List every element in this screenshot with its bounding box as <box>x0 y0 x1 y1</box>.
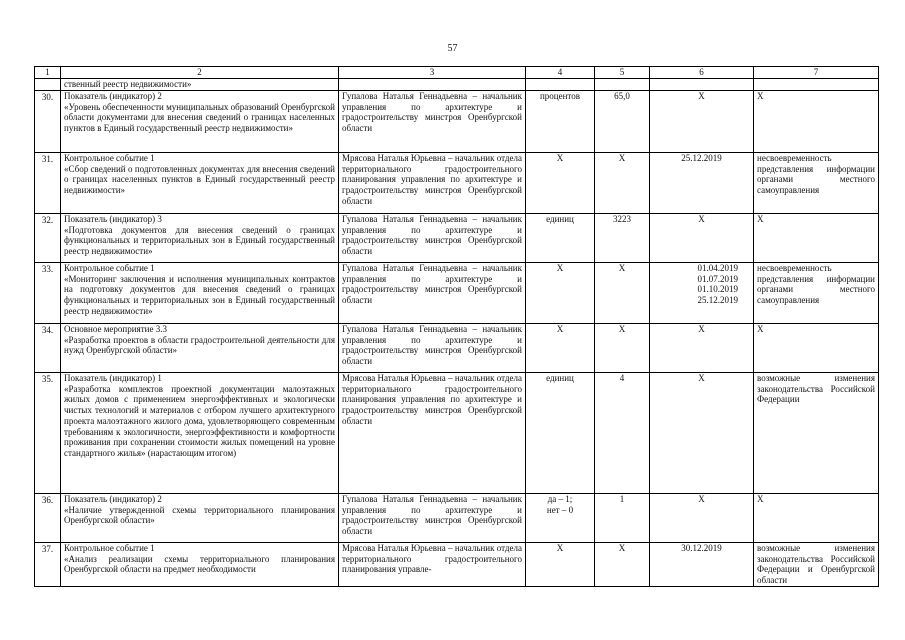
date-cell: Х <box>650 214 754 263</box>
header-row <box>35 67 879 79</box>
date-cell: Х <box>650 91 754 153</box>
row-number: 34. <box>35 324 61 373</box>
table-row <box>35 494 879 543</box>
plan-table <box>34 66 879 587</box>
table-row <box>35 373 879 494</box>
header-cell: 5 <box>595 67 650 79</box>
responsible-cell: Гупалова Наталья Геннадьевна – начальник управления по архитектуре и градостроительству минстроя Оренбургской области <box>342 91 522 134</box>
risk-cell: несвоевременность представления информации органами местного самоуправления <box>754 263 879 324</box>
header-cell: 4 <box>526 67 595 79</box>
risk-cell: Х <box>754 324 879 373</box>
date-cell: Х <box>650 494 754 543</box>
value-cell: 3223 <box>595 214 650 263</box>
responsible-cell: Гупалова Наталья Геннадьевна – начальник управления по архитектуре и градостроительству минстроя Оренбургской области <box>342 263 522 306</box>
value-cell: 1 <box>595 494 650 543</box>
description-cell: Показатель (индикатор) 3 «Подготовка документов для внесения сведений о границах функциональных и территориальных зон в Единый государственный реестр недвижимости» <box>64 214 335 257</box>
risk-cell: Х <box>754 494 879 543</box>
description-cell: Контрольное событие 1 «Сбор сведений о подготовленных документах для внесения сведений о границах населенных пунктов в Единый государственный реестр недвижимости» <box>64 153 335 196</box>
continuation-text: ственный реестр недвижимости» <box>61 79 339 91</box>
table-row <box>35 263 879 324</box>
row-number: 37. <box>35 543 61 587</box>
header-cell: 1 <box>35 67 61 79</box>
unit-cell: единиц <box>526 214 595 263</box>
date-cell: 30.12.2019 <box>650 543 754 587</box>
risk-cell: Х <box>754 91 879 153</box>
description-cell: Показатель (индикатор) 2 «Наличие утвержденной схемы территориального планирования Оренбургской области» <box>64 494 335 526</box>
description-cell: Контрольное событие 1 «Мониторинг заключения и исполнения муниципальных контрактов на подготовку документов для внесения сведений о границах функциональных и территориальных зон в Единый государственный реестр недвижимости» <box>64 263 335 316</box>
table-row <box>35 153 879 214</box>
unit-cell: процентов <box>526 91 595 153</box>
unit-cell: Х <box>526 153 595 214</box>
risk-cell: Х <box>754 214 879 263</box>
unit-cell: единиц <box>526 373 595 494</box>
table-row <box>35 543 879 587</box>
risk-cell: возможные изменения законодательства Российской Федерации и Оренбургской области <box>754 543 879 587</box>
responsible-cell: Гупалова Наталья Геннадьевна – начальник управления по архитектуре и градостроительству минстроя Оренбургской области <box>342 214 522 257</box>
responsible-cell: Гупалова Наталья Геннадьевна – начальник управления по архитектуре и градостроительству минстроя Оренбургской области <box>342 494 522 537</box>
row-number: 33. <box>35 263 61 324</box>
value-cell: 4 <box>595 373 650 494</box>
description-cell: Основное мероприятие 3.3 «Разработка проектов в области градостроительной деятельности для нужд Оренбургской области» <box>64 324 335 356</box>
unit-cell: да – 1; нет – 0 <box>546 494 574 515</box>
row-number: 32. <box>35 214 61 263</box>
risk-cell: возможные изменения законодательства Российской Федерации <box>754 373 879 494</box>
description-cell: Контрольное событие 1 «Анализ реализации схемы территориального планирования Оренбургской области на предмет необходимости <box>64 543 335 575</box>
value-cell: Х <box>595 263 650 324</box>
value-cell: Х <box>595 153 650 214</box>
table-row <box>35 324 879 373</box>
responsible-cell: Мрясова Наталья Юрьевна – начальник отдела территориального градостроительного планирования управления по архитектуре и градостроительству минстроя Оренбургской области <box>342 153 522 206</box>
date-cell: Х <box>650 373 754 494</box>
header-cell: 7 <box>754 67 879 79</box>
value-cell: 65,0 <box>595 91 650 153</box>
responsible-cell: Мрясова Наталья Юрьевна – начальник отдела территориального градостроительного планирования управле- <box>342 543 522 575</box>
table-row <box>35 214 879 263</box>
row-number: 30. <box>35 91 61 153</box>
value-cell: Х <box>595 543 650 587</box>
date-cell: Х <box>650 324 754 373</box>
row-number: 31. <box>35 153 61 214</box>
unit-cell: Х <box>526 324 595 373</box>
date-cell: 25.12.2019 <box>650 153 754 214</box>
value-cell: Х <box>595 324 650 373</box>
risk-cell: несвоевременность представления информации органами местного самоуправления <box>754 153 879 214</box>
responsible-cell: Мрясова Наталья Юрьевна – начальник отдела территориального градостроительного планирования управления по архитектуре и градостроительству минстроя Оренбургской области <box>342 373 522 426</box>
description-cell: Показатель (индикатор) 1 «Разработка комплектов проектной документации малоэтажных жилых домов с применением энергоэффективных и экологически чистых технологий и материалов с отбором лучшего архитектурного проекта малоэтажного жилого дома, удовлетворяющего современным требованиям к экологичности, энергоэффективности и комфортности проживания при сохранении стоимости жилых помещений на уровне стандартного жилья» (нарастающим итогом) <box>64 373 335 458</box>
page-number: 57 <box>447 43 458 54</box>
row-number: 36. <box>35 494 61 543</box>
table-row <box>35 91 879 153</box>
header-cell: 2 <box>61 67 339 79</box>
header-cell: 6 <box>650 67 754 79</box>
unit-cell: Х <box>526 543 595 587</box>
continuation-row <box>35 79 879 91</box>
responsible-cell: Гупалова Наталья Геннадьевна – начальник управления по архитектуре и градостроительству минстроя Оренбургской области <box>342 324 522 367</box>
description-cell: Показатель (индикатор) 2 «Уровень обеспеченности муниципальных образований Оренбургской области документами для внесения сведений о границах населенных пунктов в Единый государственный реестр недвижимости» <box>64 91 336 134</box>
date-cell: 01.04.2019 01.07.2019 01.10.2019 25.12.2019 <box>697 263 738 306</box>
unit-cell: Х <box>526 263 595 324</box>
header-cell: 3 <box>339 67 526 79</box>
row-number: 35. <box>35 373 61 494</box>
